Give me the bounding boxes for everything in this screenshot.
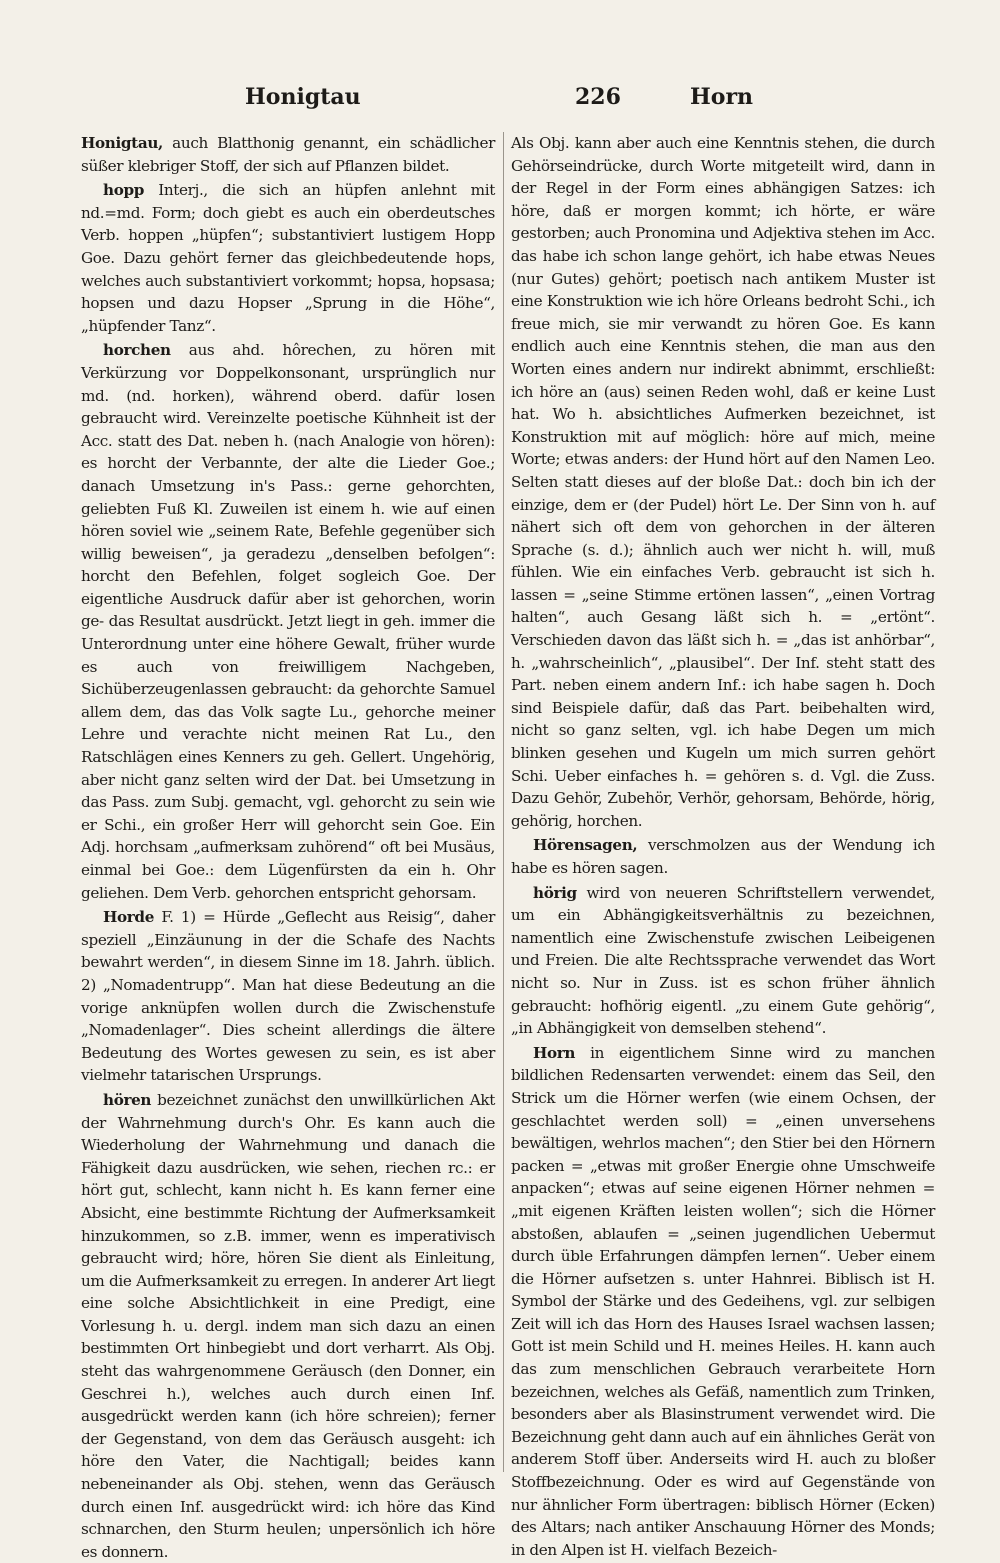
entry xyxy=(511,834,935,879)
headword: Hörensagen, xyxy=(533,836,638,855)
entry-text: wird von neueren Schriftstellern verwendet, um ein Abhängigkeitsverhältnis zu bezeichnen, namentlich eine Zwischenstufe zwischen Leibeigenen und Freien. Die alte Rechtssprache verwendet das Wort nicht so. Nur in Zuss. ist es schon früher ähnlich gebraucht: hofhörig eigentl. „zu einem Gute gehörig“, „in Abhängigkeit von demselben stehend“. xyxy=(511,883,935,1038)
column-divider xyxy=(503,132,504,1472)
entry-text: aus ahd. hôrechen, zu hören mit Verkürzung vor Doppelkonsonant, ursprünglich nur md. (nd. horken), während oberd. dafür losen gebraucht wird. Vereinzelte poetische Kühnheit ist der Acc. statt des Dat. neben h. (nach Analogie von hören): es horcht der Verbannte, der alte die Lieder Goe.; danach Umsetzung in's Pass.: gerne gehorchten, geliebten Fuß Kl. Zuweilen ist einem h. wie auf einen hören soviel wie „seinem Rate, Befehle gegenüber sich willig beweisen“, ja geradezu „denselben befolgen“: horcht den Befehlen, folget sogleich Goe. Der eigentliche Ausdruck dafür aber ist gehorchen, worin ge- das Resultat ausdrückt. Jetzt liegt in geh. immer die Unterordnung unter eine höhere Gewalt, früher wurde es auch von freiwilligem Nachgeben, Sichüberzeugenlassen gebraucht: da gehorchte Samuel allem dem, das das Volk sagte Lu., gehorche meiner Lehre und verachte nicht meinen Rat Lu., den Ratschlägen eines Kenners zu geh. Gellert. Ungehörig, aber nicht ganz selten wird der Dat. bei Umsetzung in das Pass. zum Subj. gemacht, vgl. gehorcht zu sein wie er Schi., ein großer Herr will gehorcht sein Goe. Ein Adj. horchsam „aufmerksam zuhörend“ oft bei Musäus, einmal bei Goe.: dem Lügenfürsten da ein h. Ohr geliehen. Dem Verb. gehorchen entspricht gehorsam. xyxy=(81,341,495,902)
entry xyxy=(81,179,495,337)
headword: hörig xyxy=(533,883,577,902)
left-column xyxy=(81,132,495,1561)
entry-text: bezeichnet zunächst den unwillkürlichen Akt der Wahrnehmung durch's Ohr. Es kann auch die Wiederholung der Wahrnehmung und danach die Fähigkeit dazu ausdrücken, wie sehen, riechen rc.: er hört gut, schlecht, kann nicht h. Es kann ferner eine Absicht, eine bestimmte Richtung der Aufmerksamkeit hinzukommen, so z.B. immer, wenn es imperativisch gebraucht wird; höre, hören Sie dient als Einleitung, um die Aufmerksamkeit zu erregen. In anderer Art liegt eine solche Absichtlichkeit in eine Predigt, eine Vorlesung h. u. dergl. indem man sich dazu an einen bestimmten Ort hinbegiebt und dort verharrt. Als Obj. steht das wahrgenommene Geräusch (den Donner, ein Geschrei h.), welches auch durch einen Inf. ausgedrückt werden kann (ich höre schreien); ferner der Gegenstand, von dem das Geräusch ausgeht: ich höre den Vater, die Nachtigall; beides kann nebeneinander als Obj. stehen, wenn das Geräusch durch einen Inf. ausgedrückt wird: ich höre das Kind schnarchen, den Sturm heulen; unpersönlich ich höre es donnern. xyxy=(81,1090,495,1561)
entry-text: F. 1) = Hürde „Geflecht aus Reisig“, daher speziell „Einzäunung in der die Schafe des Nachts bewahrt werden“, in diesem Sinne im 18. Jahrh. üblich. 2) „Nomadentrupp“. Man hat diese Bedeutung an die vorige anknüpfen wollen durch die Zwischenstufe „Nomadenlager“. Dies scheint allerdings die ältere Bedeutung des Wortes gewesen zu sein, es ist aber vielmehr tatarischen Ursprungs. xyxy=(81,908,495,1085)
page-header xyxy=(85,84,935,116)
running-head-left: Honigtau xyxy=(245,84,361,110)
entry-text: Als Obj. kann aber auch eine Kenntnis stehen, die durch Gehörseindrücke, durch Worte mitgeteilt wird, dann in der Regel in der Form eines abhängigen Satzes: ich höre, daß er morgen kommt; ich hörte, er wäre gestorben; auch Pronomina und Adjektiva stehen im Acc. das habe ich schon lange gehört, ich habe etwas Neues (nur Gutes) gehört; poetisch nach antikem Muster ist eine Konstruktion wie ich höre Orleans bedroht Schi., ich freue mich, sie mir verwandt zu hören Goe. Es kann endlich auch eine Kenntnis stehen, die man aus den Worten eines andern nur indirekt abnimmt, erschließt: ich höre an (aus) seinen Reden wohl, daß er keine Lust hat. Wo h. absichtliches Aufmerken bezeichnet, ist Konstruktion mit auf möglich: höre auf mich, meine Worte; etwas anders: der Hund hört auf den Namen Leo. Selten statt dieses auf der bloße Dat.: doch bin ich der einzige, dem er (der Pudel) hört Le. Der Sinn von h. auf nähert sich oft dem von gehorchen in der älteren Sprache (s. d.); ähnlich auch wer nicht h. will, muß fühlen. Wie ein einfaches Verb. gebraucht ist sich h. lassen = „seine Stimme ertönen lassen“, „einen Vortrag halten“, auch Gesang läßt sich h. = „ertönt“. Verschieden davon das läßt sich h. = „das ist anhörbar“, h. „wahrscheinlich“, „plausibel“. Der Inf. steht statt des Part. neben einem andern Inf.: ich habe sagen h. Doch sind Beispiele dafür, daß das Part. beibehalten wird, nicht so ganz selten, vgl. ich habe Degen um mich blinken gesehen und Kugeln um mich surren gehört Schi. Ueber einfaches h. = gehören s. d. Vgl. die Zuss. Dazu Gehör, Zubehör, Verhör, gehorsam, Behörde, hörig, gehörig, horchen. xyxy=(511,134,935,830)
entry xyxy=(511,882,935,1040)
headword: hopp xyxy=(103,181,145,200)
headword: horchen xyxy=(103,341,171,360)
entry-text: in eigentlichem Sinne wird zu manchen bildlichen Redensarten verwendet: einem das Seil, den Strick um die Hörner werfen (wie einem Ochsen, der geschlachtet werden soll) = „einen unversehens bewältigen, wehrlos machen“; den Stier bei den Hörnern packen = „etwas mit großer Energie ohne Umschweife anpacken“; etwas auf seine eigenen Hörner nehmen = „mit eigenen Kräften leisten wollen“; sich die Hörner abstoßen, ablaufen = „seinen jugendlichen Uebermut durch üble Erfahrungen dämpfen lernen“. Ueber einem die Hörner aufsetzen s. unter Hahnrei. Biblisch ist H. Symbol der Stärke und des Gedeihens, vgl. zur selbigen Zeit will ich das Horn des Hauses Israel wachsen lassen; Gott ist mein Schild und H. meines Heiles. H. kann auch das zum menschlichen Gebrauch verarbeitete Horn bezeichnen, welches als Gefäß, namentlich zum Trinken, besonders aber als Blasinstrument verwendet wird. Die Bezeichnung geht dann auch auf ein ähnliches Gerät von anderem Stoff über. Anderseits wird H. auch zu bloßer Stoffbezeichnung. Oder es wird auf Gegenstände von nur ähnlicher Form übertragen: biblisch Hörner (Ecken) des Altars; nach antiker Anschauung Hörner des Monds; in den Alpen ist H. vielfach Bezeich- xyxy=(511,1043,935,1559)
entry xyxy=(511,132,935,832)
headword: Honigtau, xyxy=(81,134,163,152)
entry xyxy=(81,1089,495,1563)
entry-text: verschmolzen aus der Wendung ich habe es hören sagen. xyxy=(511,836,935,877)
entry xyxy=(81,339,495,904)
entry-text: auch Blatthonig genannt, ein schädlicher süßer klebriger Stoff, der sich auf Pflanzen bildet. xyxy=(81,134,495,175)
entry-text: Interj., die sich an hüpfen anlehnt mit nd.=md. Form; doch giebt es auch ein oberdeutsches Verb. hoppen „hüpfen“; substantiviert lustigem Hopp Goe. Dazu gehört ferner das gleichbedeutende hops, welches auch substantiviert vorkommt; hopsa, hopsasa; hopsen und dazu Hopser „Sprung in die Höhe“, „hüpfender Tanz“. xyxy=(81,181,495,335)
headword: Horn xyxy=(533,1043,576,1062)
headword: hören xyxy=(103,1090,152,1109)
entry xyxy=(81,132,495,177)
right-column xyxy=(511,132,935,1559)
entry xyxy=(511,1042,935,1562)
page-number: 226 xyxy=(575,84,621,110)
entry xyxy=(81,906,495,1087)
running-head-right: Horn xyxy=(690,84,754,110)
headword: Horde xyxy=(103,908,155,927)
